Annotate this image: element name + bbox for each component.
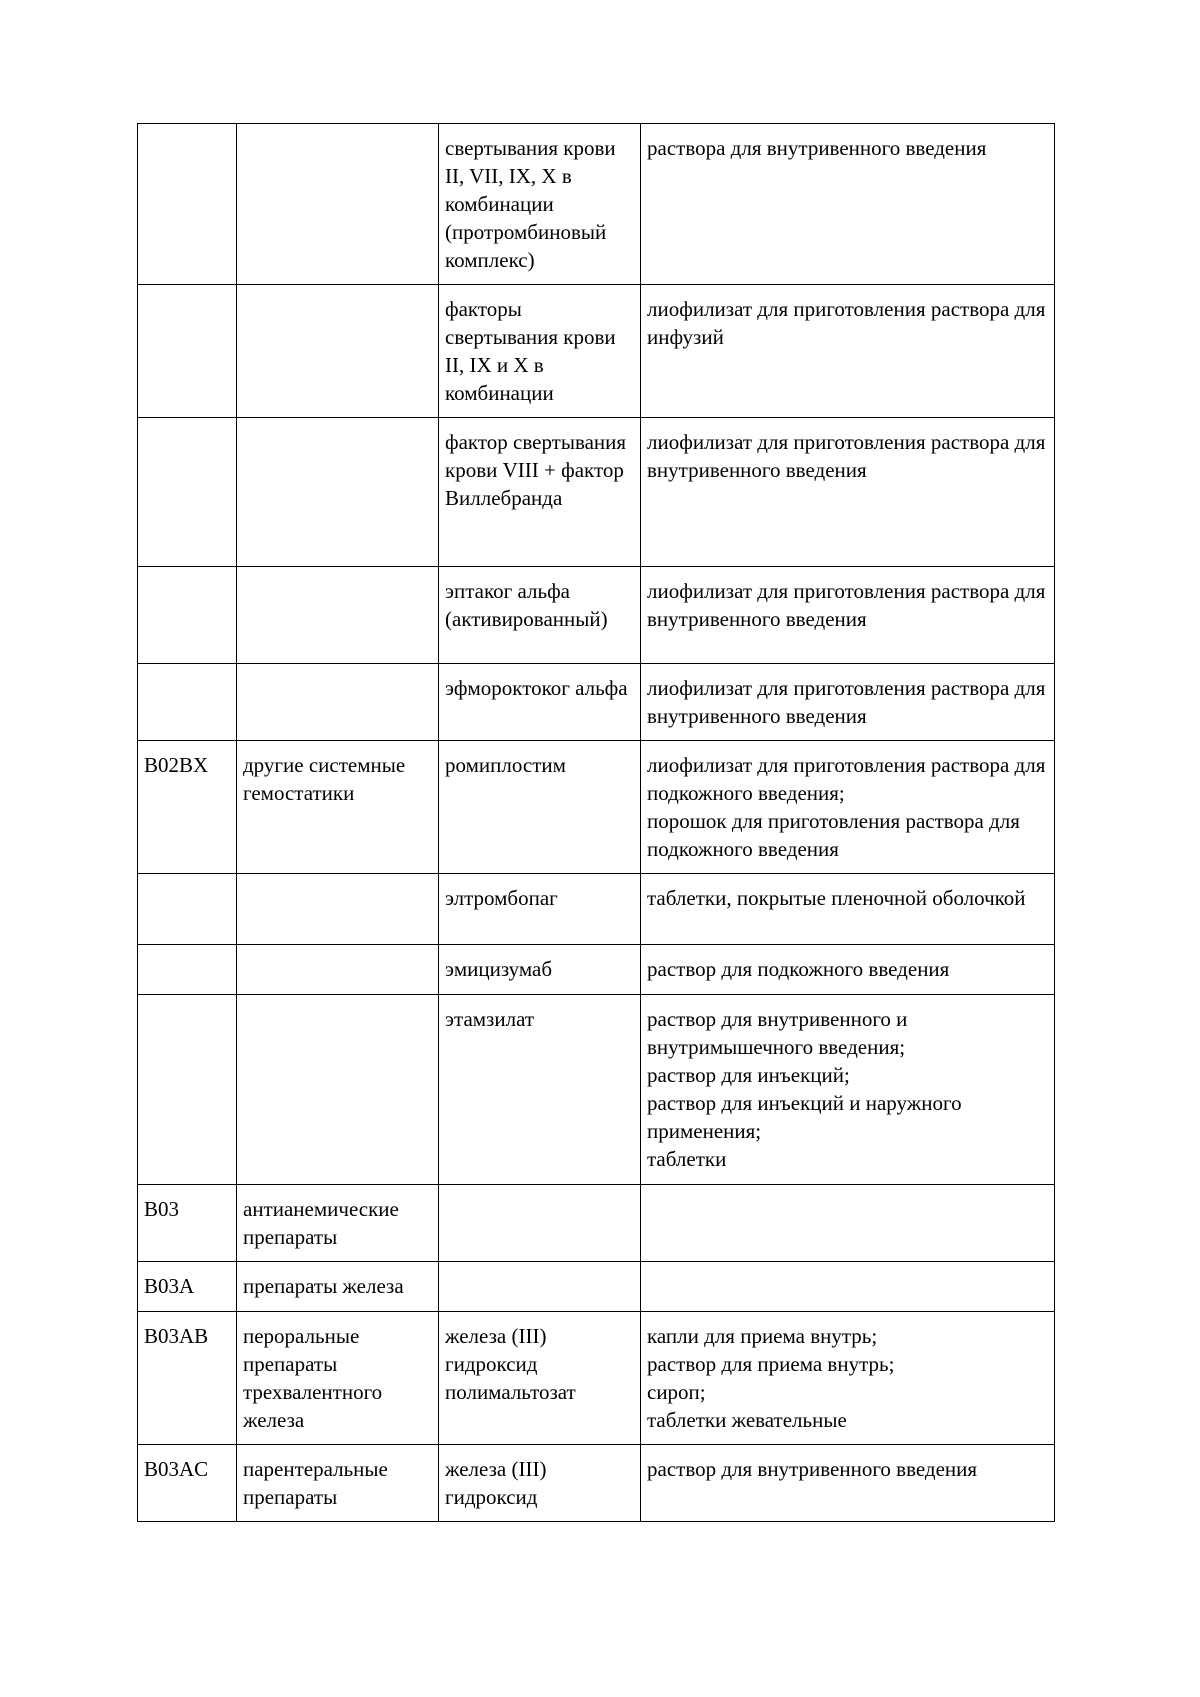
atc-code-cell (138, 664, 237, 741)
dosage-form-line: раствора для внутривенного введения (647, 136, 987, 160)
table-row (138, 418, 1055, 567)
table-body (138, 124, 1055, 1522)
drug-name-cell: элтромбопаг (439, 874, 641, 945)
table-row (138, 945, 1055, 995)
group-cell: препараты железа (237, 1262, 439, 1312)
dosage-form-line: раствор для инъекций и наружного применения; (647, 1091, 962, 1143)
atc-code-cell (138, 418, 237, 567)
group-cell (237, 418, 439, 567)
dosage-form-line: раствор для инъекций; (647, 1063, 850, 1087)
dosage-forms-cell (641, 741, 1055, 874)
group-cell: антианемические препараты (237, 1185, 439, 1262)
drug-name-cell: эптаког альфа (активированный) (439, 567, 641, 664)
atc-code-cell (138, 567, 237, 664)
group-cell: пероральные препараты трехвалентного железа (237, 1312, 439, 1445)
group-cell: парентеральные препараты (237, 1445, 439, 1522)
drug-table (137, 123, 1055, 1522)
dosage-forms-cell (641, 567, 1055, 664)
group-cell (237, 664, 439, 741)
table-row (138, 1185, 1055, 1262)
drug-name-cell: эфмороктоког альфа (439, 664, 641, 741)
dosage-form-line: раствор для приема внутрь; (647, 1352, 895, 1376)
dosage-forms-cell (641, 285, 1055, 418)
dosage-forms-cell (641, 1262, 1055, 1312)
atc-code-cell: B02BX (138, 741, 237, 874)
drug-name-cell (439, 1185, 641, 1262)
group-cell (237, 874, 439, 945)
group-cell: другие системные гемостатики (237, 741, 439, 874)
dosage-forms-cell (641, 1312, 1055, 1445)
drug-name-cell (439, 1262, 641, 1312)
group-cell (237, 945, 439, 995)
atc-code-cell: B03AB (138, 1312, 237, 1445)
table-row (138, 741, 1055, 874)
atc-code-cell (138, 874, 237, 945)
drug-name-cell: этамзилат (439, 995, 641, 1185)
drug-name-cell: свертывания крови II, VII, IX, X в комбинации (протромбиновый комплекс) (439, 124, 641, 285)
dosage-forms-cell (641, 945, 1055, 995)
drug-name-cell: железа (III) гидроксид полимальтозат (439, 1312, 641, 1445)
dosage-form-line: лиофилизат для приготовления раствора для внутривенного введения (647, 430, 1046, 482)
table-row (138, 1445, 1055, 1522)
dosage-forms-cell (641, 995, 1055, 1185)
dosage-forms-cell (641, 418, 1055, 567)
dosage-form-line: раствор для внутривенного и внутримышечного введения; (647, 1007, 908, 1059)
drug-name-cell: факторы свертывания крови II, IX и X в комбинации (439, 285, 641, 418)
table-row (138, 874, 1055, 945)
table-row (138, 664, 1055, 741)
table-row (138, 995, 1055, 1185)
table-row (138, 567, 1055, 664)
atc-code-cell (138, 124, 237, 285)
drug-name-cell: эмицизумаб (439, 945, 641, 995)
group-cell (237, 995, 439, 1185)
dosage-form-line: капли для приема внутрь; (647, 1324, 878, 1348)
atc-code-cell: B03AC (138, 1445, 237, 1522)
dosage-form-line: таблетки жевательные (647, 1408, 847, 1432)
dosage-form-line: таблетки, покрытые пленочной оболочкой (647, 886, 1026, 910)
drug-name-cell: ромиплостим (439, 741, 641, 874)
group-cell (237, 567, 439, 664)
dosage-form-line: раствор для внутривенного введения (647, 1457, 978, 1481)
dosage-forms-cell (641, 664, 1055, 741)
group-cell (237, 285, 439, 418)
table-row (138, 124, 1055, 285)
dosage-form-line: таблетки (647, 1147, 727, 1171)
table-row (138, 285, 1055, 418)
atc-code-cell: B03A (138, 1262, 237, 1312)
dosage-forms-cell (641, 1445, 1055, 1522)
dosage-form-line: лиофилизат для приготовления раствора для подкожного введения; (647, 753, 1046, 805)
table-row (138, 1262, 1055, 1312)
dosage-forms-cell (641, 1185, 1055, 1262)
atc-code-cell: B03 (138, 1185, 237, 1262)
dosage-forms-cell (641, 874, 1055, 945)
atc-code-cell (138, 995, 237, 1185)
dosage-forms-cell (641, 124, 1055, 285)
atc-code-cell (138, 285, 237, 418)
table-row (138, 1312, 1055, 1445)
dosage-form-line: лиофилизат для приготовления раствора для инфузий (647, 297, 1046, 349)
dosage-form-line: порошок для приготовления раствора для подкожного введения (647, 809, 1020, 861)
dosage-form-line: раствор для подкожного введения (647, 957, 950, 981)
drug-name-cell: фактор свертывания крови VIII + фактор Виллебранда (439, 418, 641, 567)
group-cell (237, 124, 439, 285)
drug-name-cell: железа (III) гидроксид (439, 1445, 641, 1522)
dosage-form-line: лиофилизат для приготовления раствора для внутривенного введения (647, 676, 1046, 728)
dosage-form-line: сироп; (647, 1380, 706, 1404)
atc-code-cell (138, 945, 237, 995)
dosage-form-line: лиофилизат для приготовления раствора для внутривенного введения (647, 579, 1046, 631)
